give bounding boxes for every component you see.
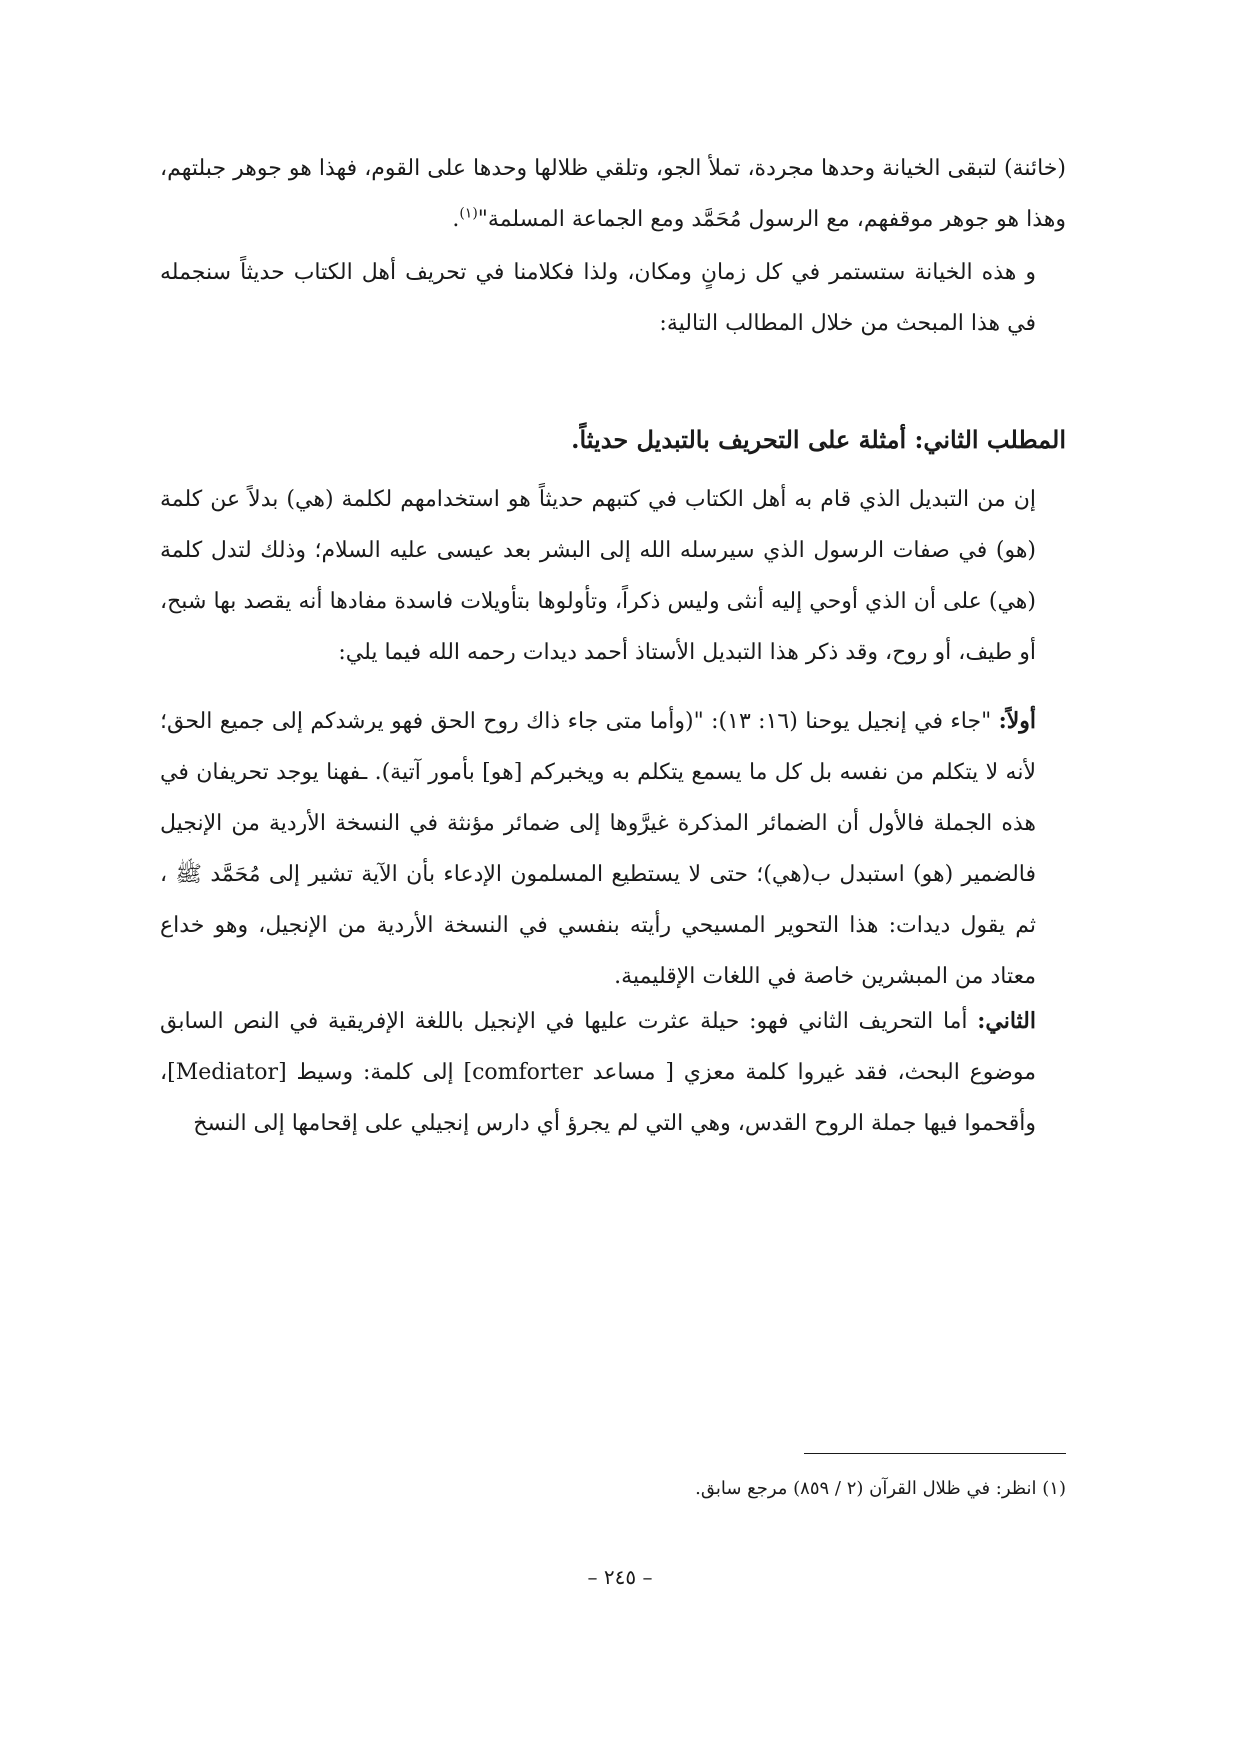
paragraph-end-mark: . <box>452 207 460 232</box>
paragraph-intro <box>160 247 1066 349</box>
paragraph-text: أما التحريف الثاني فهو: حيلة عثرت عليها في الإنجيل باللغة الإفريقية في النص السابق موضوع البحث، فقد غيروا كلمة معزي [ مساعد comforter] إلى كلمة: وسيط [Mediator]، وأقحموا فيها جملة الروح القدس، وهي التي لم يجرؤ أي دارس إنجيلي على إقحامها إلى النسخ <box>160 1009 1036 1136</box>
section-heading-label: المطلب الثاني: <box>914 425 1066 454</box>
footnote-divider <box>804 1453 1066 1454</box>
paragraph-quote-end <box>160 143 1066 245</box>
section-heading-title: أمثلة على التحريف بالتبديل حديثاً. <box>571 425 915 454</box>
footnote: (١) انظر: في ظلال القرآن (٢ / ٨٥٩) مرجع سابق. <box>695 1478 1066 1499</box>
footnote-reference[interactable]: (١) <box>459 205 478 222</box>
paragraph-lead-label: أولاً: <box>998 708 1036 734</box>
paragraph-text: "جاء في إنجيل يوحنا (١٦: ١٣): "(وأما متى جاء ذاك روح الحق فهو يرشدكم إلى جميع الحق؛ لأنه لا يتكلم من نفسه بل كل ما يسمع يتكلم به ويخبركم [هو] بأمور آتية). ـفهنا يوجد تحريفان في هذه الجملة فالأول أن الضمائر المذكرة غيرَّوها إلى ضمائر مؤنثة في النسخة الأردية من الإنجيل فالضمير (هو) استبدل ب(هي)؛ حتى لا يستطيع المسلمون الإدعاء بأن الآية تشير إلى مُحَمَّد ﷺ ، ثم يقول ديدات: هذا التحوير المسيحي رأيته بنفسي في النسخة الأردية من الإنجيل، وهو خداع معتاد من المبشرين خاصة في اللغات الإقليمية. <box>160 709 1036 989</box>
page-number: – ٢٤٥ – <box>587 1565 653 1589</box>
paragraph-line: (خائنة) لتبقى الخيانة وحدها مجردة، تملأ الجو، وتلقي ظلالها وحدها على القوم، فهذا هو جوهر <box>233 156 1066 181</box>
paragraph-text: إن من التبديل الذي قام به أهل الكتاب في كتبهم حديثاً هو استخدامهم لكلمة (هي) بدلاً عن كلمة (هو) في صفات الرسول الذي سيرسله الله إلى البشر بعد عيسى عليه السلام؛ وذلك لتدل كلمة (هي) على أن الذي أوحي إليه أنثى وليس ذكراً، وتأولوها بتأويلات فاسدة مفادها أنه يقصد بها شبح، أو طيف، أو روح، وقد ذكر هذا التبديل الأستاذ أحمد ديدات رحمه الله فيما يلي: <box>160 487 1036 665</box>
section-heading <box>160 420 1066 460</box>
paragraph-second-example <box>160 996 1066 1149</box>
paragraph-text: و هذه الخيانة ستستمر في كل زمانٍ ومكان، ولذا فكلامنا في تحريف أهل الكتاب حديثاً سنجمله في هذا المبحث من خلال المطالب التالية: <box>160 260 1036 336</box>
paragraph-line: جبلتهم، وهذا هو جوهر موقفهم، مع الرسول مُحَمَّد ومع الجماعة المسلمة" <box>160 156 1066 232</box>
paragraph-substitution <box>160 474 1066 678</box>
paragraph-lead-label: الثاني: <box>977 1008 1036 1034</box>
paragraph-first-example <box>160 696 1066 1002</box>
